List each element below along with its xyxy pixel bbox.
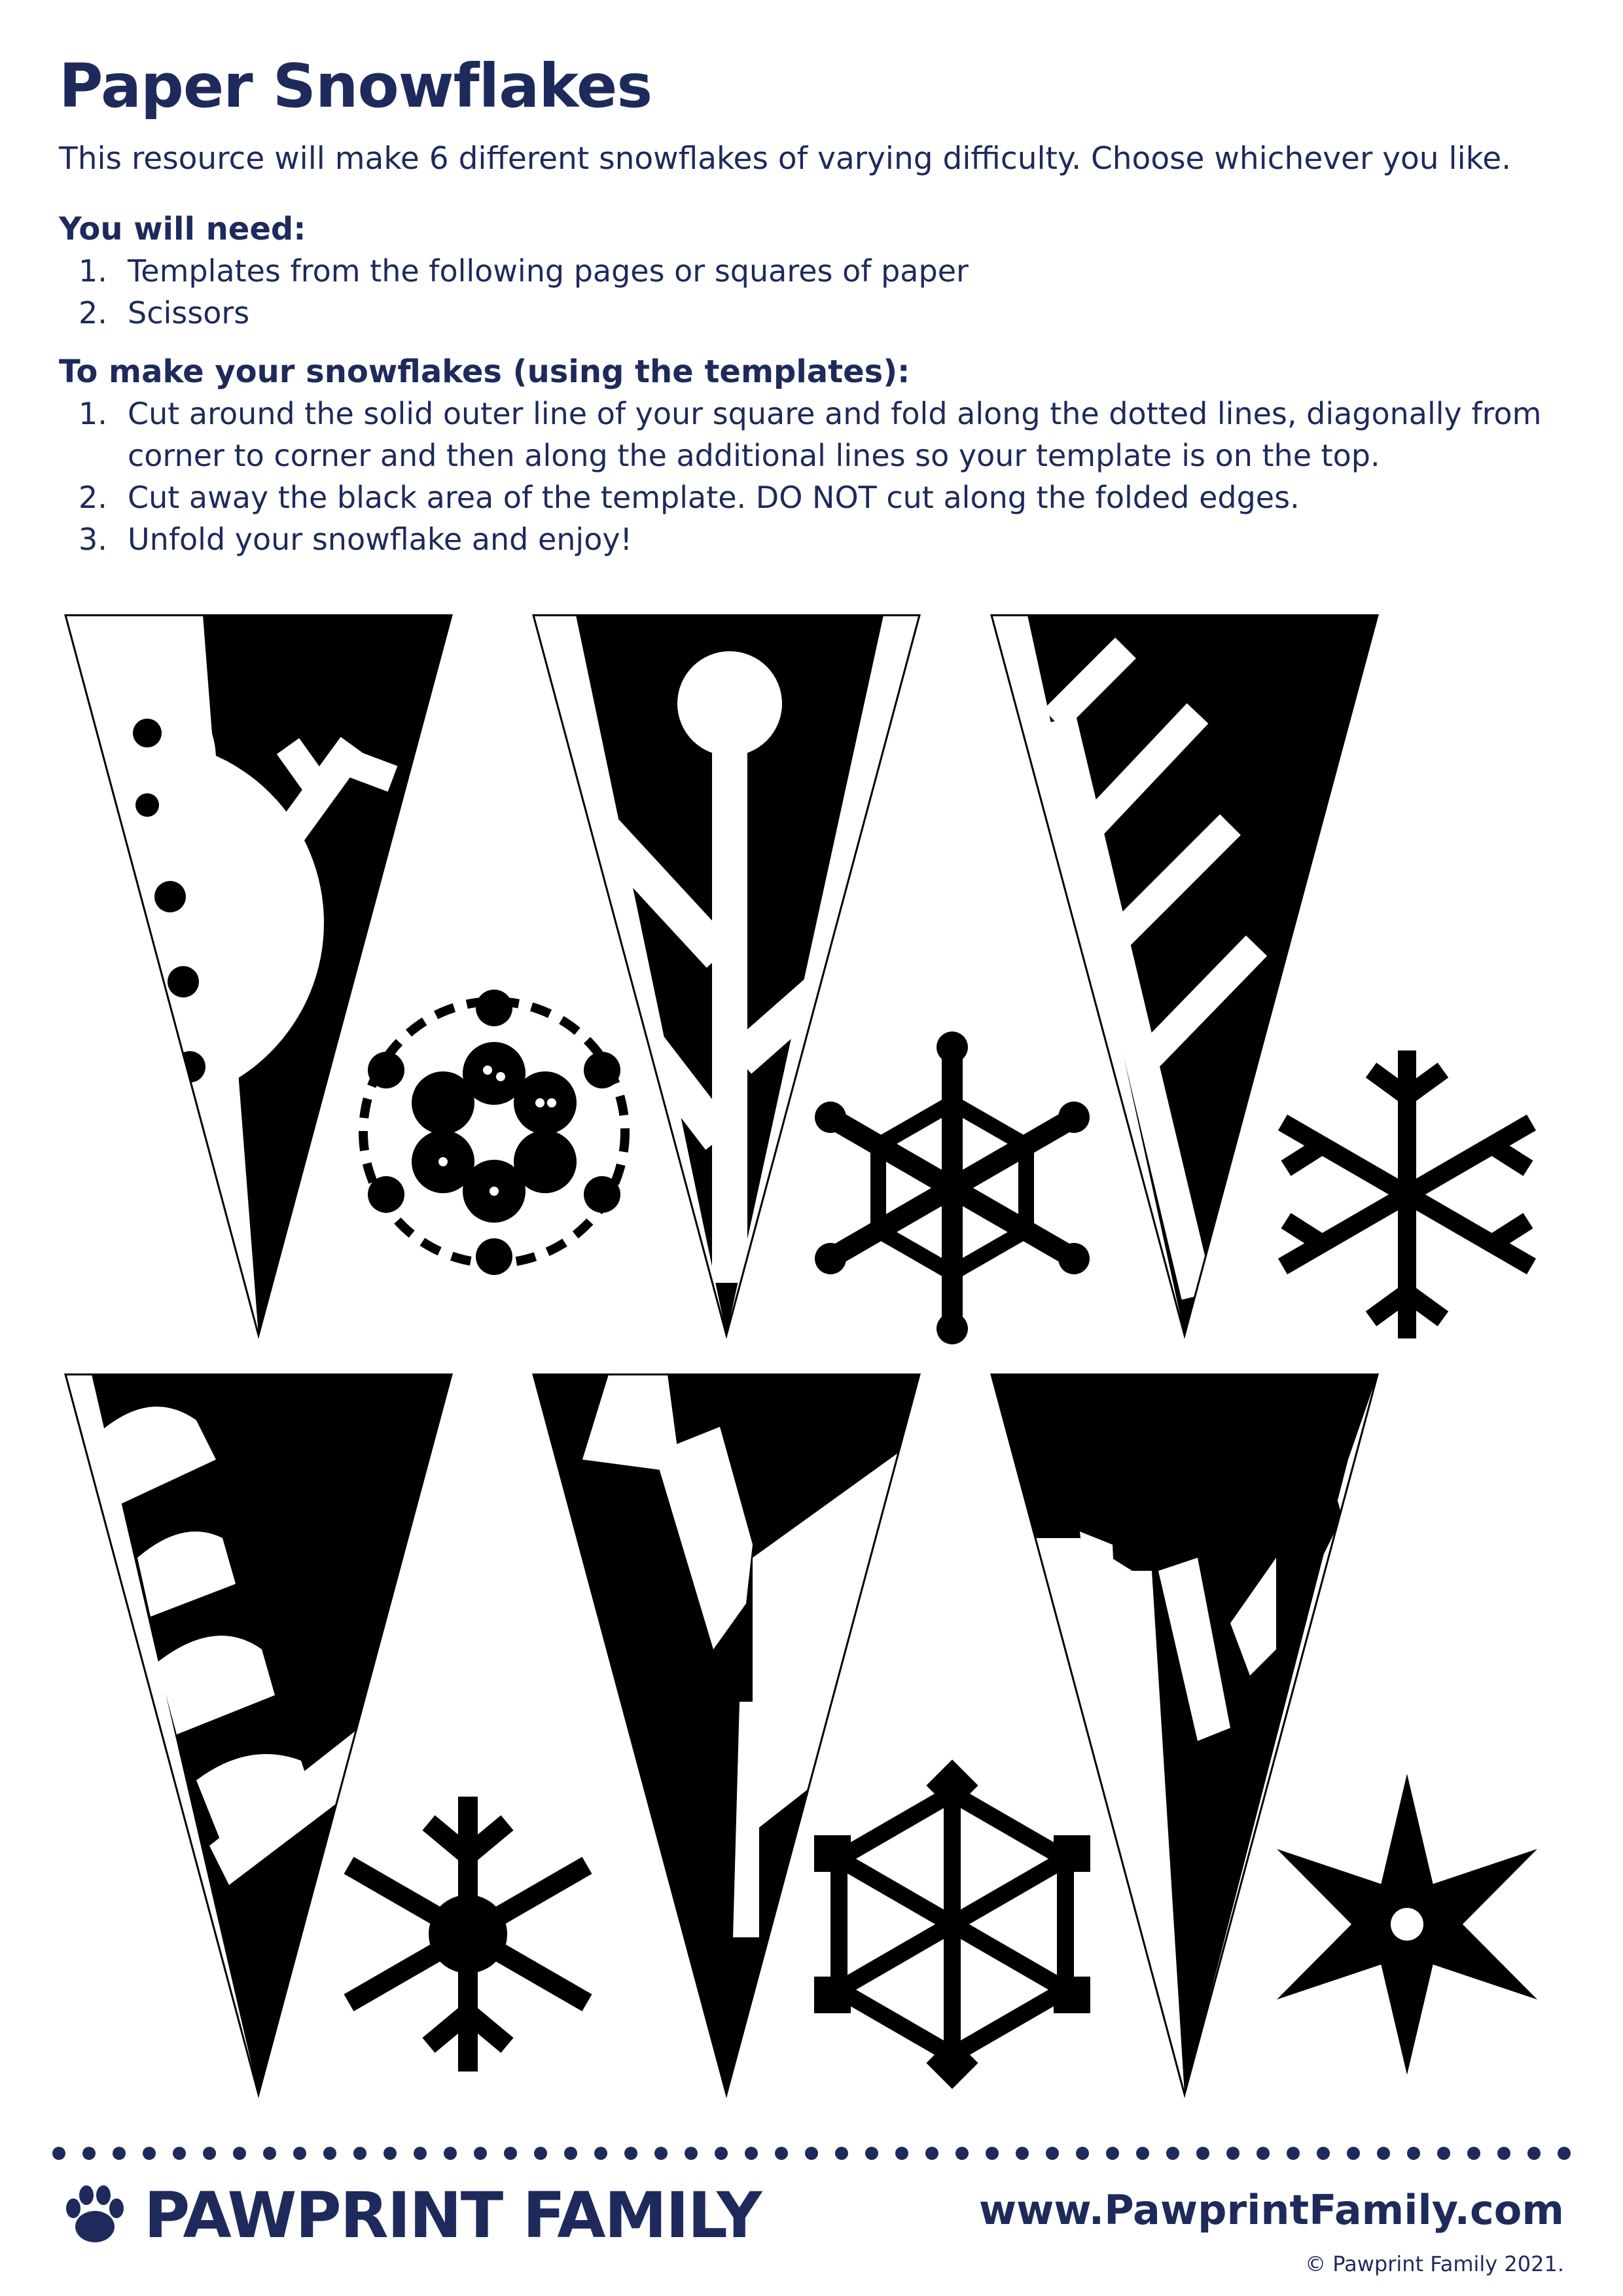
dotted-divider [52,2144,1577,2163]
materials-list [79,250,969,334]
snowflake-zigzag-preview [814,1759,1090,2089]
snowflake-waves-preview [349,1797,587,2072]
website-link[interactable]: www.PawprintFamily.com [978,2186,1564,2234]
divider-dot [1527,2147,1541,2160]
copyright-text: © Pawprint Family 2021. [1305,2251,1564,2276]
divider-dot [383,2147,397,2160]
item-text: Scissors [128,295,250,331]
divider-dot [1347,2147,1360,2160]
item-number: 2. [79,295,107,331]
item-number: 1. [79,253,107,289]
divider-dot [203,2147,216,2160]
snowflake-snowman-preview [363,990,625,1275]
divider-dot [1497,2147,1510,2160]
divider-dot [925,2147,938,2160]
divider-dot [564,2147,577,2160]
divider-dot [1407,2147,1420,2160]
template-zigzag [527,1368,926,2101]
divider-dot [1226,2147,1240,2160]
item-text: Templates from the following pages or squares of paper [128,253,969,289]
list-item [79,250,969,292]
divider-dot [986,2147,999,2160]
snowflake-fern-preview [1283,1050,1531,1338]
divider-dot [835,2147,848,2160]
divider-dot [1016,2147,1029,2160]
divider-dot [1076,2147,1089,2160]
list-item [79,292,969,334]
divider-dot [1257,2147,1270,2160]
divider-dot [1136,2147,1149,2160]
intro-text: This resource will make 6 different snowflakes of varying difficulty. Choose whichever you like. [59,141,1512,177]
paw-icon [59,2179,131,2251]
divider-dot [624,2147,637,2160]
step-number: 3. [79,522,107,557]
template-snowman [0,609,458,1342]
divider-dot [594,2147,607,2160]
divider-dot [474,2147,487,2160]
divider-dot [1558,2147,1571,2160]
divider-dot [1467,2147,1480,2160]
step-text: Cut away the black area of the template. DO NOT cut along the folded edges. [128,480,1300,515]
divider-dot [504,2147,517,2160]
divider-dot [865,2147,878,2160]
divider-dot [1317,2147,1330,2160]
you-will-need-heading: You will need: [59,211,306,247]
divider-dot [323,2147,336,2160]
snowflake-templates-area [0,589,1623,2134]
divider-dot [1196,2147,1209,2160]
snowflake-lollipop-preview [815,1031,1090,1344]
divider-dot [1166,2147,1179,2160]
divider-dot [143,2147,156,2160]
divider-dot [353,2147,366,2160]
divider-dot [895,2147,908,2160]
divider-dot [775,2147,788,2160]
divider-dot [685,2147,698,2160]
list-item [79,476,1571,518]
page-title: Paper Snowflakes [59,51,652,121]
divider-dot [745,2147,758,2160]
divider-dot [233,2147,246,2160]
divider-dot [1437,2147,1450,2160]
divider-dot [113,2147,126,2160]
step-text: Unfold your snowflake and enjoy! [128,522,632,557]
divider-dot [444,2147,457,2160]
divider-dot [715,2147,728,2160]
divider-dot [955,2147,969,2160]
step-number: 2. [79,480,107,515]
divider-dot [805,2147,818,2160]
instructions-list [79,393,1571,560]
divider-dot [414,2147,427,2160]
divider-dot [654,2147,668,2160]
brand-logo [59,2179,761,2251]
divider-dot [1377,2147,1390,2160]
divider-dot [1287,2147,1300,2160]
divider-dot [534,2147,547,2160]
brand-name: PAWPRINT FAMILY [144,2179,761,2252]
divider-dot [173,2147,186,2160]
instructions-heading: To make your snowflakes (using the templates): [59,353,910,390]
divider-dot [293,2147,306,2160]
divider-dot [263,2147,276,2160]
template-heart [985,1368,1384,2101]
divider-dot [82,2147,96,2160]
divider-dot [52,2147,65,2160]
list-item [79,393,1571,476]
snowflake-heart-preview [1277,1774,1537,2075]
divider-dot [1046,2147,1059,2160]
divider-dot [1106,2147,1119,2160]
step-text: Cut around the solid outer line of your square and fold along the dotted lines, diagonally from corner to corner and then along the additional lines so your template is on the top. [128,396,1542,473]
step-number: 1. [79,396,107,431]
template-waves [59,1368,458,2101]
list-item [79,518,1571,560]
